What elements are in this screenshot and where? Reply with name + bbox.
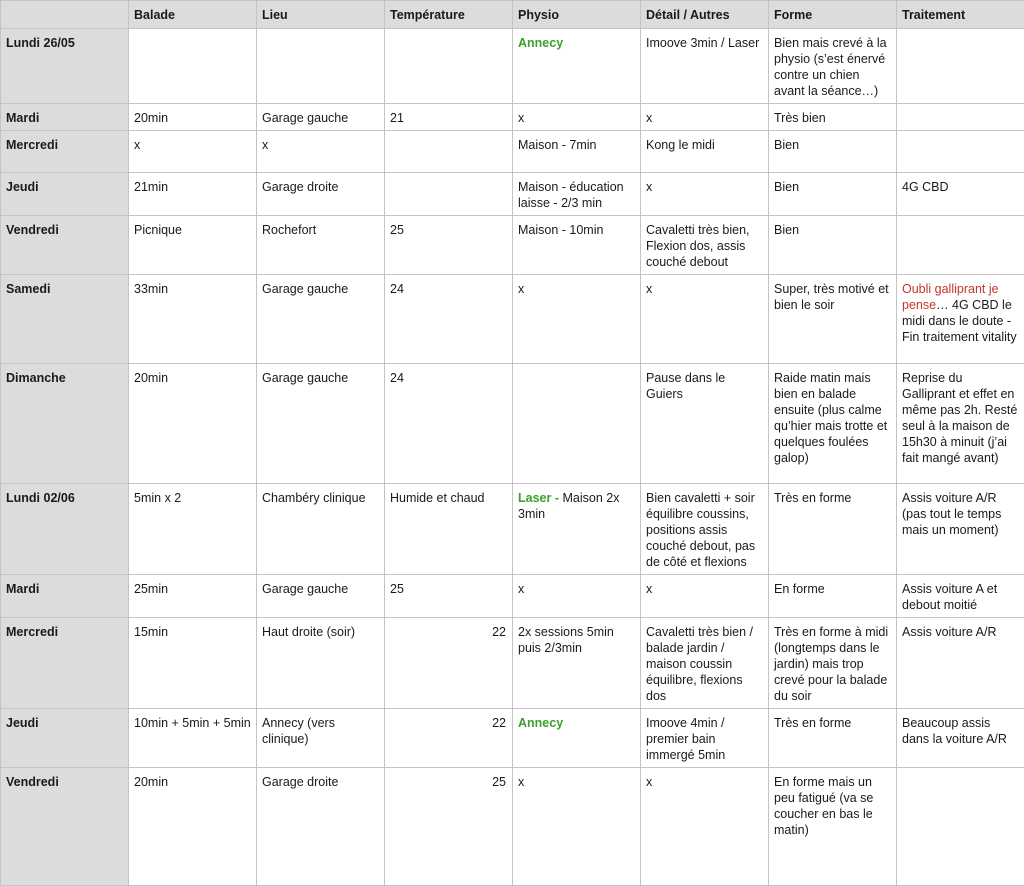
table-row — [1, 709, 1024, 768]
physio-cell[interactable] — [513, 709, 641, 768]
forme-cell[interactable]: Très en forme — [769, 484, 897, 575]
balade-cell[interactable]: 10min + 5min + 5min — [129, 709, 257, 768]
balade-cell[interactable]: 20min — [129, 768, 257, 886]
physio-cell[interactable] — [513, 29, 641, 104]
detail-cell[interactable]: Imoove 4min / premier bain immergé 5min — [641, 709, 769, 768]
lieu-cell[interactable]: Garage gauche — [257, 104, 385, 131]
temperature-cell[interactable]: Humide et chaud — [385, 484, 513, 575]
table-row — [1, 768, 1024, 886]
detail-cell[interactable]: Bien cavaletti + soir équilibre coussins, positions assis couché debout, pas de côté et flexions — [641, 484, 769, 575]
physio-cell[interactable] — [513, 131, 641, 173]
lieu-cell[interactable]: Garage gauche — [257, 275, 385, 364]
traitement-cell[interactable] — [897, 29, 1024, 104]
traitement-text: … 4G CBD le midi dans le doute - Fin traitement vitality — [902, 298, 1017, 344]
header-physio: Physio — [513, 1, 641, 29]
physio-text: x — [518, 111, 524, 125]
header-detail: Détail / Autres — [641, 1, 769, 29]
table-row — [1, 364, 1024, 484]
table-row — [1, 275, 1024, 364]
day-label: Lundi 02/06 — [1, 484, 129, 575]
table-row — [1, 216, 1024, 275]
forme-cell[interactable]: Bien mais crevé à la physio (s’est énervé contre un chien avant la séance…) — [769, 29, 897, 104]
physio-cell[interactable] — [513, 216, 641, 275]
balade-cell[interactable]: 25min — [129, 575, 257, 618]
day-label: Mardi — [1, 104, 129, 131]
traitement-cell[interactable] — [897, 618, 1024, 709]
table-row — [1, 131, 1024, 173]
header-corner-cell — [1, 1, 129, 29]
physio-cell[interactable] — [513, 104, 641, 131]
header-forme: Forme — [769, 1, 897, 29]
physio-cell[interactable] — [513, 173, 641, 216]
temperature-cell[interactable]: 21 — [385, 104, 513, 131]
physio-cell[interactable] — [513, 275, 641, 364]
day-label: Vendredi — [1, 768, 129, 886]
physio-text: Maison - 10min — [518, 223, 603, 237]
physio-cell[interactable] — [513, 364, 641, 484]
physio-text: Maison - éducation laisse - 2/3 min — [518, 180, 624, 210]
traitement-text: Assis voiture A et debout moitié — [902, 582, 997, 612]
table-row — [1, 104, 1024, 131]
temperature-cell[interactable] — [385, 29, 513, 104]
lieu-cell[interactable]: Garage gauche — [257, 575, 385, 618]
traitement-cell[interactable] — [897, 484, 1024, 575]
table-row — [1, 29, 1024, 104]
temperature-cell[interactable]: 25 — [385, 216, 513, 275]
lieu-cell[interactable]: Chambéry clinique — [257, 484, 385, 575]
traitement-cell[interactable] — [897, 104, 1024, 131]
traitement-text: Assis voiture A/R (pas tout le temps mais un moment) — [902, 491, 1001, 537]
physio-text: x — [518, 282, 524, 296]
table-row — [1, 173, 1024, 216]
detail-cell[interactable]: Imoove 3min / Laser — [641, 29, 769, 104]
balade-cell[interactable]: 33min — [129, 275, 257, 364]
temperature-cell[interactable] — [385, 173, 513, 216]
table-row — [1, 618, 1024, 709]
temperature-cell[interactable]: 22 — [385, 618, 513, 709]
balade-cell[interactable]: 15min — [129, 618, 257, 709]
balade-cell[interactable]: x — [129, 131, 257, 173]
balade-cell[interactable]: 20min — [129, 364, 257, 484]
forme-cell[interactable]: Raide matin mais bien en balade ensuite (plus calme qu’hier mais trotte et quelques foulées galop) — [769, 364, 897, 484]
physio-cell[interactable] — [513, 575, 641, 618]
day-label: Mardi — [1, 575, 129, 618]
physio-highlight: Annecy — [518, 716, 563, 730]
traitement-alert: Oubli galliprant je pense — [902, 282, 999, 312]
lieu-cell[interactable]: x — [257, 131, 385, 173]
temperature-cell[interactable]: 25 — [385, 768, 513, 886]
day-label: Mercredi — [1, 618, 129, 709]
physio-text: 2x sessions 5min puis 2/3min — [518, 625, 614, 655]
detail-cell[interactable]: Cavaletti très bien / balade jardin / maison coussin équilibre, flexions dos — [641, 618, 769, 709]
detail-cell[interactable]: Pause dans le Guiers — [641, 364, 769, 484]
lieu-cell[interactable]: Garage gauche — [257, 364, 385, 484]
header-temperature: Température — [385, 1, 513, 29]
traitement-cell[interactable] — [897, 768, 1024, 886]
physio-highlight: Annecy — [518, 36, 563, 50]
header-lieu: Lieu — [257, 1, 385, 29]
traitement-cell[interactable] — [897, 216, 1024, 275]
day-label: Jeudi — [1, 709, 129, 768]
balade-cell[interactable]: Picnique — [129, 216, 257, 275]
forme-cell[interactable]: Très en forme à midi (longtemps dans le jardin) mais trop crevé pour la balade du soir — [769, 618, 897, 709]
detail-cell[interactable]: x — [641, 173, 769, 216]
forme-cell[interactable]: En forme — [769, 575, 897, 618]
detail-cell[interactable]: Cavaletti très bien, Flexion dos, assis couché debout — [641, 216, 769, 275]
traitement-cell[interactable] — [897, 173, 1024, 216]
detail-cell[interactable]: x — [641, 768, 769, 886]
detail-cell[interactable]: Kong le midi — [641, 131, 769, 173]
forme-cell[interactable]: Super, très motivé et bien le soir — [769, 275, 897, 364]
traitement-cell[interactable] — [897, 364, 1024, 484]
physio-text: x — [518, 775, 524, 789]
lieu-cell[interactable]: Haut droite (soir) — [257, 618, 385, 709]
day-label: Lundi 26/05 — [1, 29, 129, 104]
traitement-cell[interactable] — [897, 275, 1024, 364]
forme-cell[interactable]: En forme mais un peu fatigué (va se coucher en bas le matin) — [769, 768, 897, 886]
temperature-cell[interactable]: 25 — [385, 575, 513, 618]
temperature-cell[interactable]: 22 — [385, 709, 513, 768]
table-row — [1, 575, 1024, 618]
table-row — [1, 484, 1024, 575]
forme-cell[interactable]: Très en forme — [769, 709, 897, 768]
physio-highlight: Laser - — [518, 491, 559, 505]
lieu-cell[interactable]: Rochefort — [257, 216, 385, 275]
forme-cell[interactable]: Bien — [769, 131, 897, 173]
physio-text: x — [518, 582, 524, 596]
traitement-cell[interactable] — [897, 709, 1024, 768]
physio-text: Maison - 7min — [518, 138, 597, 152]
traitement-cell[interactable] — [897, 575, 1024, 618]
lieu-cell[interactable]: Garage droite — [257, 768, 385, 886]
detail-cell[interactable]: x — [641, 575, 769, 618]
physio-cell[interactable] — [513, 768, 641, 886]
forme-cell[interactable]: Bien — [769, 173, 897, 216]
detail-cell[interactable]: x — [641, 275, 769, 364]
physio-cell[interactable] — [513, 484, 641, 575]
traitement-cell[interactable] — [897, 131, 1024, 173]
balade-cell[interactable]: 20min — [129, 104, 257, 131]
detail-cell[interactable]: x — [641, 104, 769, 131]
traitement-text: Reprise du Galliprant et effet en même pas 2h. Resté seul à la maison de 15h30 à minuit (j’ai fait mangé avant) — [902, 371, 1017, 465]
balade-cell[interactable] — [129, 29, 257, 104]
day-label: Dimanche — [1, 364, 129, 484]
forme-cell[interactable]: Très bien — [769, 104, 897, 131]
temperature-cell[interactable]: 24 — [385, 364, 513, 484]
header-balade: Balade — [129, 1, 257, 29]
lieu-cell[interactable]: Garage droite — [257, 173, 385, 216]
forme-cell[interactable]: Bien — [769, 216, 897, 275]
header-traitement: Traitement — [897, 1, 1024, 29]
temperature-cell[interactable] — [385, 131, 513, 173]
lieu-cell[interactable]: Annecy (vers clinique) — [257, 709, 385, 768]
day-label: Vendredi — [1, 216, 129, 275]
traitement-text: Beaucoup assis dans la voiture A/R — [902, 716, 1007, 746]
lieu-cell[interactable] — [257, 29, 385, 104]
header-row — [1, 1, 1024, 29]
day-label: Mercredi — [1, 131, 129, 173]
traitement-text: 4G CBD — [902, 180, 949, 194]
day-label: Jeudi — [1, 173, 129, 216]
temperature-cell[interactable]: 24 — [385, 275, 513, 364]
day-label: Samedi — [1, 275, 129, 364]
traitement-text: Assis voiture A/R — [902, 625, 996, 639]
physio-text: Maison 2x 3min — [518, 491, 619, 521]
balade-cell[interactable]: 5min x 2 — [129, 484, 257, 575]
balade-cell[interactable]: 21min — [129, 173, 257, 216]
physio-cell[interactable] — [513, 618, 641, 709]
